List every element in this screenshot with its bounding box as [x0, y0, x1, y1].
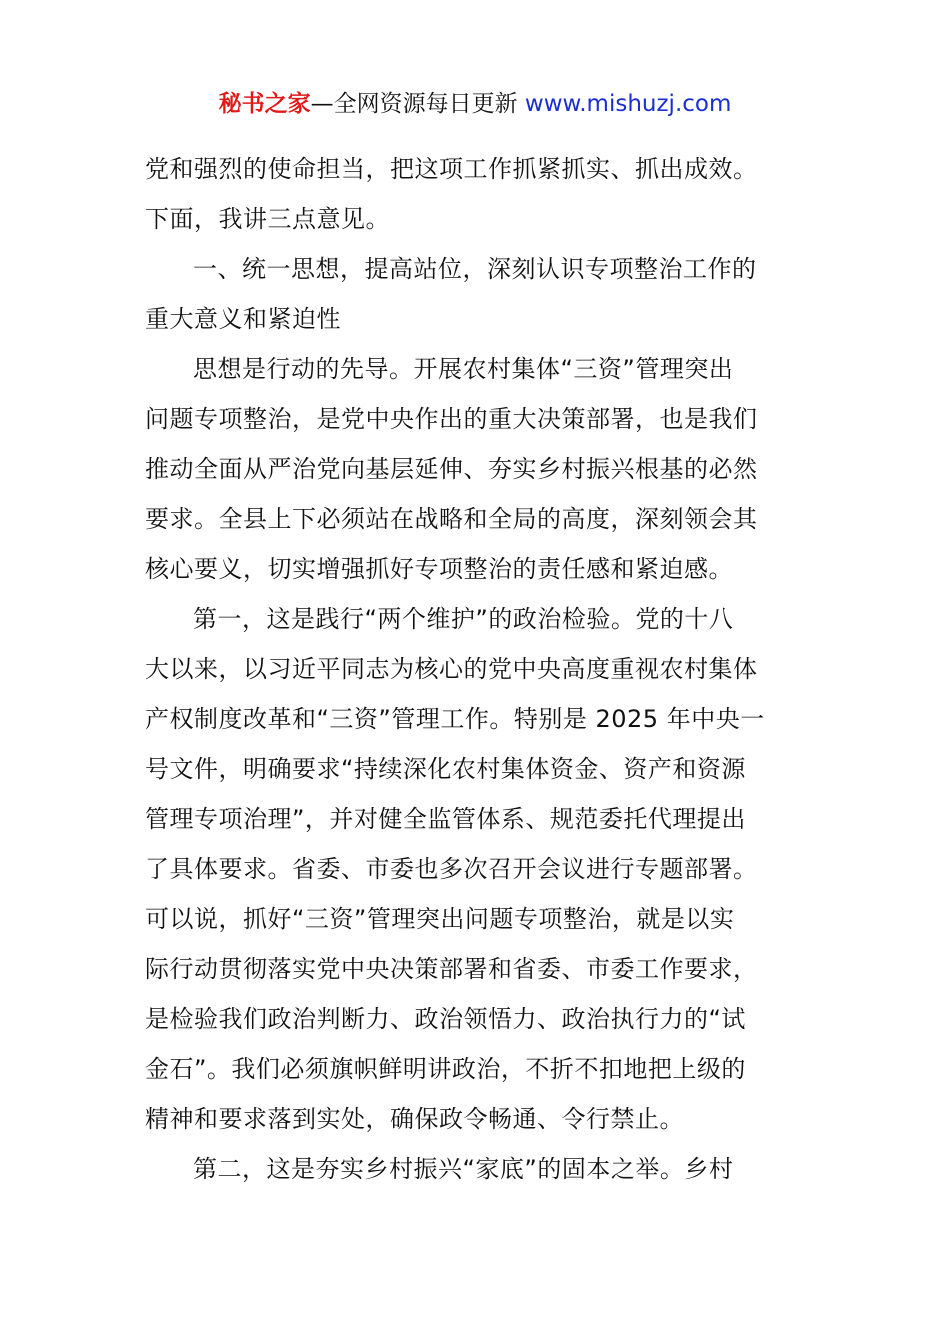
body-line: 是检验我们政治判断力、政治领悟力、政治执行力的“试 — [145, 1005, 746, 1033]
header-tagline: —全网资源每日更新 — [310, 91, 525, 117]
body-line: 下面，我讲三点意见。 — [145, 205, 390, 233]
body-line: 第一，这是践行“两个维护”的政治检验。党的十八 — [193, 605, 734, 633]
page-header — [0, 88, 950, 120]
website-link[interactable]: www.mishuzj.com — [524, 91, 732, 117]
document-body — [145, 144, 807, 1194]
body-line: 核心要义，切实增强抓好专项整治的责任感和紧迫感。 — [145, 555, 733, 583]
body-line: 思想是行动的先导。开展农村集体“三资”管理突出 — [193, 355, 734, 383]
body-line: 推动全面从严治党向基层延伸、夯实乡村振兴根基的必然 — [145, 455, 758, 483]
body-line: 号文件，明确要求“持续深化农村集体资金、资产和资源 — [145, 755, 746, 783]
body-line: 要求。全县上下必须站在战略和全局的高度，深刻领会其 — [145, 505, 758, 533]
section-heading-line: 重大意义和紧迫性 — [145, 305, 341, 333]
body-line: 产权制度改革和“三资”管理工作。特别是 2025 年中央一 — [145, 705, 765, 733]
body-line: 党和强烈的使命担当，把这项工作抓紧抓实、抓出成效。 — [145, 155, 758, 183]
section-heading-line: 一、统一思想，提高站位，深刻认识专项整治工作的 — [193, 255, 757, 283]
body-line: 第二，这是夯实乡村振兴“家底”的固本之举。乡村 — [193, 1155, 734, 1183]
brand-name: 秘书之家 — [218, 91, 311, 117]
body-line: 可以说，抓好“三资”管理突出问题专项整治，就是以实 — [145, 905, 735, 933]
body-line: 金石”。我们必须旗帜鲜明讲政治，不折不扣地把上级的 — [145, 1055, 746, 1083]
body-line: 大以来，以习近平同志为核心的党中央高度重视农村集体 — [145, 655, 758, 683]
body-line: 际行动贯彻落实党中央决策部署和省委、市委工作要求， — [145, 955, 758, 983]
body-line: 精神和要求落到实处，确保政令畅通、令行禁止。 — [145, 1105, 684, 1133]
body-line: 了具体要求。省委、市委也多次召开会议进行专题部署。 — [145, 855, 758, 883]
body-line: 问题专项整治，是党中央作出的重大决策部署，也是我们 — [145, 405, 758, 433]
body-line: 管理专项治理”，并对健全监管体系、规范委托代理提出 — [145, 805, 746, 833]
